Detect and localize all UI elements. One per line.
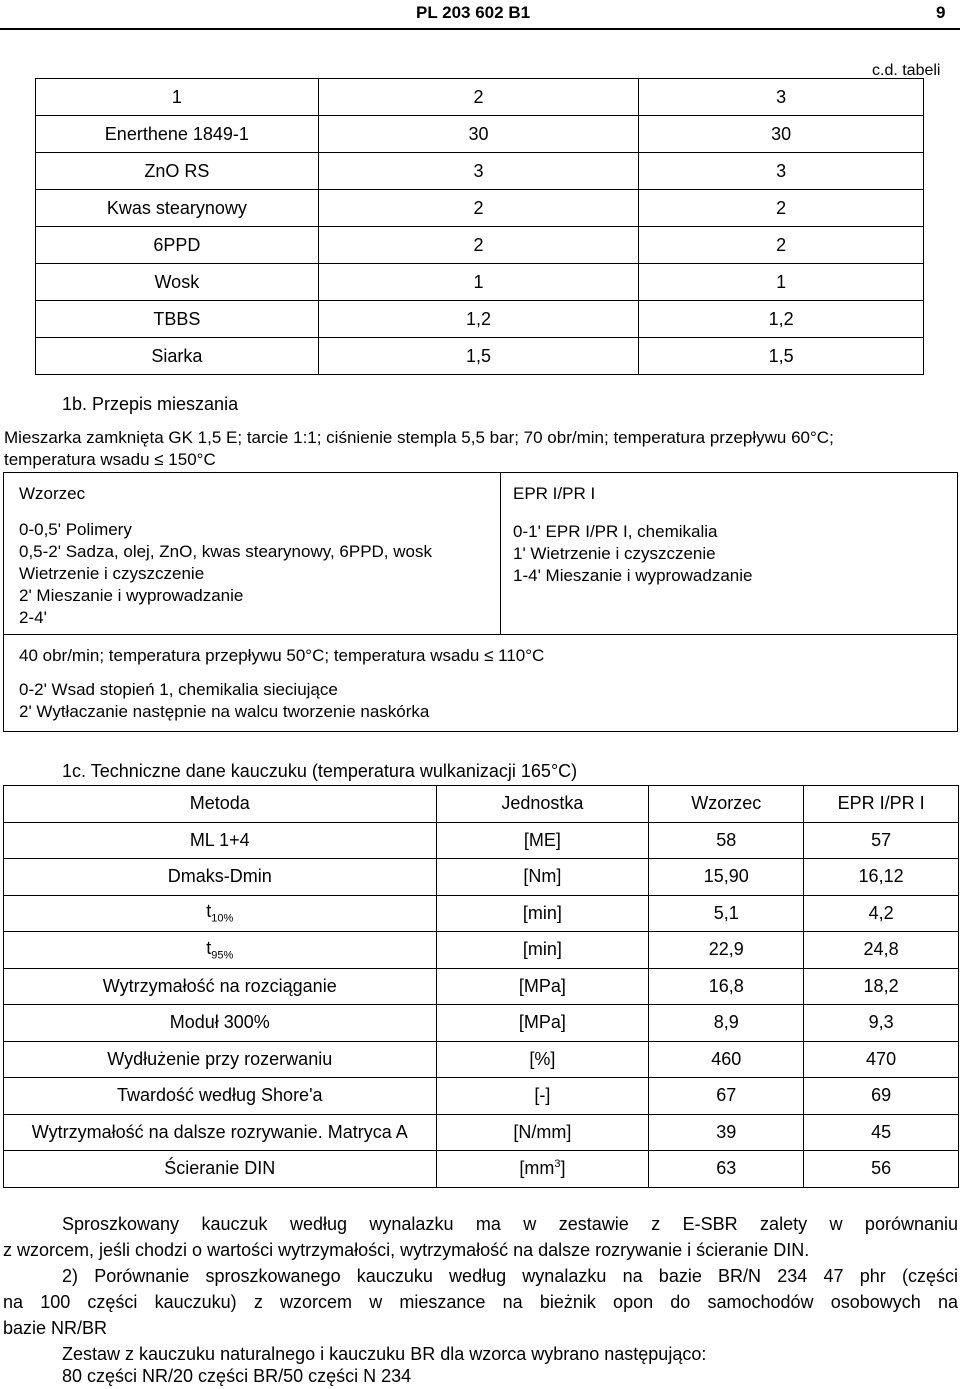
table-cell: 3 [318,153,639,190]
table-header-cell: 1 [36,79,319,116]
table-cell: Siarka [36,338,319,375]
section-1c-title: 1c. Techniczne dane kauczuku (temperatura wulkanizacji 165°C) [62,761,578,781]
table-row [4,822,959,859]
unit-cell [436,1151,649,1188]
method-cell: Ścieranie DIN [4,1151,437,1188]
reference-value-cell: 63 [649,1151,804,1188]
epr-value-cell: 57 [804,822,959,859]
method-cell: Wytrzymałość na rozciąganie [4,968,437,1005]
epr-value-cell: 45 [804,1114,959,1151]
epr-step: 1' Wietrzenie i czyszczenie [513,544,716,563]
unit-cell: [N/mm] [436,1114,649,1151]
unit-cell: [min] [436,932,649,969]
reference-step: 0,5-2' Sadza, olej, ZnO, kwas stearynowy, 6PPD, wosk [19,542,432,561]
table-cell: 2 [318,227,639,264]
table-row [4,1078,959,1115]
unit-cell: [%] [436,1041,649,1078]
table-row [36,264,924,301]
reference-value-cell: 39 [649,1114,804,1151]
reference-value-cell: 5,1 [649,895,804,932]
table-header-cell: 3 [639,79,924,116]
reference-value-cell: 460 [649,1041,804,1078]
reference-step: 2' Mieszanie i wyprowadzanie [19,586,244,605]
table-header-cell: Wzorzec [649,786,804,823]
table-cell: ZnO RS [36,153,319,190]
reference-step: 2-4' [19,608,47,627]
epr-value-cell: 470 [804,1041,959,1078]
unit-cell: [MPa] [436,1005,649,1042]
paragraph-line: 80 części NR/20 części BR/50 części N 234 [62,1366,412,1386]
table-header-cell: EPR I/PR I [804,786,959,823]
method-symbol: t [206,901,212,922]
method-cell: Wydłużenie przy rozerwaniu [4,1041,437,1078]
column-divider [500,473,501,634]
table-cell: Kwas stearynowy [36,190,319,227]
table-row [4,1114,959,1151]
epr-step: 0-1' EPR I/PR I, chemikalia [513,522,718,541]
table-row [36,338,924,375]
reference-value-cell: 15,90 [649,859,804,896]
table-header-cell: Metoda [4,786,437,823]
reference-value-cell: 16,8 [649,968,804,1005]
epr-value-cell: 24,8 [804,932,959,969]
reference-value-cell: 58 [649,822,804,859]
unit-superscript: 3 [554,1158,561,1171]
unit-cell: [min] [436,895,649,932]
table-cell: 3 [639,153,924,190]
paragraph-line: bazie NR/BR [3,1318,108,1338]
table-cell: 1 [639,264,924,301]
method-cell: Moduł 300% [4,1005,437,1042]
reference-step: 0-0,5' Polimery [19,520,132,539]
table-row [4,932,959,969]
paragraph-line: z wzorcem, jeśli chodzi o wartości wytrzymałości, wytrzymałość na dalsze rozrywanie i ścieranie DIN. [3,1240,810,1260]
page-number: 9 [936,3,946,22]
patent-number: PL 203 602 B1 [416,3,531,22]
method-cell [4,895,437,932]
unit-cell: [Nm] [436,859,649,896]
table-row [4,968,959,1005]
table-cell: Enerthene 1849-1 [36,116,319,153]
table-cell: 1,2 [318,301,639,338]
reference-value-cell: 22,9 [649,932,804,969]
header-rule [0,28,960,30]
table-row [4,859,959,896]
epr-value-cell: 18,2 [804,968,959,1005]
unit-cell: [ME] [436,822,649,859]
table-cell: 1,5 [318,338,639,375]
reference-value-cell: 8,9 [649,1005,804,1042]
table-cell: 2 [318,190,639,227]
unit-cell: [-] [436,1078,649,1115]
paragraph-line: Sproszkowany kauczuk według wynalazku ma w zestawie z E-SBR zalety w porównaniu [62,1214,958,1234]
continuation-label: c.d. tabeli [872,62,941,79]
stage-divider [4,634,957,635]
method-subscript: 10% [211,913,234,926]
table-cell: 30 [318,116,639,153]
table-header-cell: Jednostka [436,786,649,823]
table-header-cell: 2 [318,79,639,116]
table-row [4,1005,959,1042]
epr-column-title: EPR I/PR I [513,484,596,503]
unit-cell: [MPa] [436,968,649,1005]
table-row [36,190,924,227]
epr-value-cell: 9,3 [804,1005,959,1042]
table-cell: 1,2 [639,301,924,338]
table-header-row [4,786,959,823]
method-cell: Wytrzymałość na dalsze rozrywanie. Matryca A [4,1114,437,1151]
section-1b-title: 1b. Przepis mieszania [62,394,239,414]
reference-step: Wietrzenie i czyszczenie [19,564,205,583]
mixer-description-line-2: temperatura wsadu ≤ 150°C [4,450,216,469]
table-cell: Wosk [36,264,319,301]
epr-value-cell: 69 [804,1078,959,1115]
table-row [4,1151,959,1188]
table-cell: 2 [639,227,924,264]
epr-value-cell: 4,2 [804,895,959,932]
table-row [36,153,924,190]
paragraph-line: Zestaw z kauczuku naturalnego i kauczuku BR dla wzorca wybrano następująco: [62,1344,707,1364]
epr-step: 1-4' Mieszanie i wyprowadzanie [513,566,753,585]
method-subscript: 95% [211,949,234,962]
stage-2-step: 2' Wytłaczanie następnie na walcu tworzenie naskórka [19,702,430,721]
table-cell: 6PPD [36,227,319,264]
table-header-row [36,79,924,116]
technical-data-table [3,785,959,1188]
epr-value-cell: 56 [804,1151,959,1188]
mixer-description-line-1: Mieszarka zamknięta GK 1,5 E; tarcie 1:1; ciśnienie stempla 5,5 bar; 70 obr/min; temperatura przepływu 60°C; [4,428,834,447]
unit-text: [mm [519,1158,555,1179]
method-cell [4,932,437,969]
method-symbol: t [206,937,212,958]
table-cell: 1,5 [639,338,924,375]
table-row [36,227,924,264]
table-cell: 1 [318,264,639,301]
table-row [4,895,959,932]
paragraph-line: 2) Porównanie sproszkowanego kauczuku według wynalazku na bazie BR/N 234 47 phr (części [62,1266,958,1286]
method-cell: Twardość według Shore'a [4,1078,437,1115]
table-cell: 2 [639,190,924,227]
paragraph-line: na 100 części kauczuku) z wzorcem w mieszance na bieżnik opon do samochodów osobowych na [3,1292,958,1312]
composition-table [35,78,924,375]
method-cell: Dmaks-Dmin [4,859,437,896]
reference-value-cell: 67 [649,1078,804,1115]
table-row [36,301,924,338]
reference-column-title: Wzorzec [19,484,86,503]
table-row [4,1041,959,1078]
stage-2-step: 0-2' Wsad stopień 1, chemikalia sieciujące [19,680,338,699]
stage-2-conditions: 40 obr/min; temperatura przepływu 50°C; temperatura wsadu ≤ 110°C [19,646,545,665]
table-row [36,116,924,153]
table-cell: TBBS [36,301,319,338]
mixing-procedure-box [3,472,958,732]
table-cell: 30 [639,116,924,153]
unit-text-end: ] [560,1158,566,1179]
epr-value-cell: 16,12 [804,859,959,896]
method-cell: ML 1+4 [4,822,437,859]
